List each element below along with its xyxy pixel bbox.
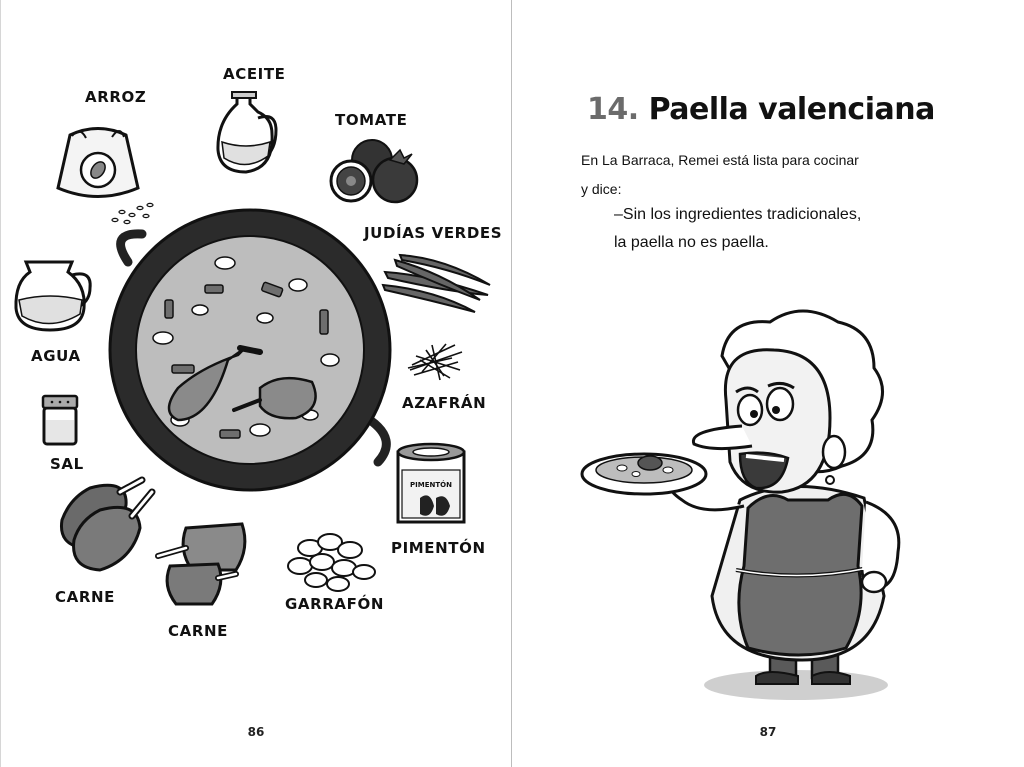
garrafon-beans-icon xyxy=(288,534,375,591)
remei-illustration xyxy=(512,0,1024,767)
quote-line-2: la paella no es paella. xyxy=(614,234,769,251)
page-edge-left xyxy=(0,0,1,767)
chapter-number: 14. xyxy=(587,92,639,127)
right-arm xyxy=(862,502,899,592)
ingredient-label-carne-2: CARNE xyxy=(168,622,228,640)
page-number-right: 87 xyxy=(759,725,777,739)
paella-plate-icon xyxy=(582,454,706,494)
ingredient-label-sal: SAL xyxy=(50,455,84,473)
green-beans-icon xyxy=(383,255,490,312)
oil-cruet-icon xyxy=(218,92,276,172)
ingredient-label-pimenton: PIMENTÓN xyxy=(391,539,486,557)
ingredient-label-arroz: ARROZ xyxy=(85,88,147,106)
remei-head xyxy=(693,311,882,492)
saffron-icon xyxy=(408,344,462,380)
dress xyxy=(712,486,884,660)
paprika-tin-label: PIMENTÓN xyxy=(410,481,452,489)
water-jug-icon xyxy=(16,262,90,330)
rice-sack-icon xyxy=(58,129,153,224)
intro-line-1: En La Barraca, Remei está lista para cocinar xyxy=(581,152,859,168)
quote-line-1: –Sin los ingredientes tradicionales, xyxy=(614,206,862,223)
meat-chops-icon xyxy=(158,524,245,604)
ingredient-label-aceite: ACEITE xyxy=(223,65,286,83)
paella-pan-icon xyxy=(110,210,390,490)
ingredient-label-azafran: AZAFRÁN xyxy=(402,394,487,412)
page-number-left: 86 xyxy=(247,725,265,739)
ingredient-label-agua: AGUA xyxy=(31,347,81,365)
ingredient-label-tomate: TOMATE xyxy=(335,111,408,129)
ingredient-label-carne-1: CARNE xyxy=(55,588,115,606)
tomatoes-icon xyxy=(331,140,417,202)
chicken-drumstick-icon xyxy=(61,480,152,570)
ingredient-label-garrafon: GARRAFÓN xyxy=(285,595,384,613)
chapter-title-text: Paella valenciana xyxy=(648,92,935,127)
salt-shaker-icon xyxy=(43,396,77,444)
intro-line-2: y dice: xyxy=(581,181,622,197)
right-page xyxy=(512,0,1024,767)
ingredient-label-judias: JUDÍAS VERDES xyxy=(364,224,503,242)
